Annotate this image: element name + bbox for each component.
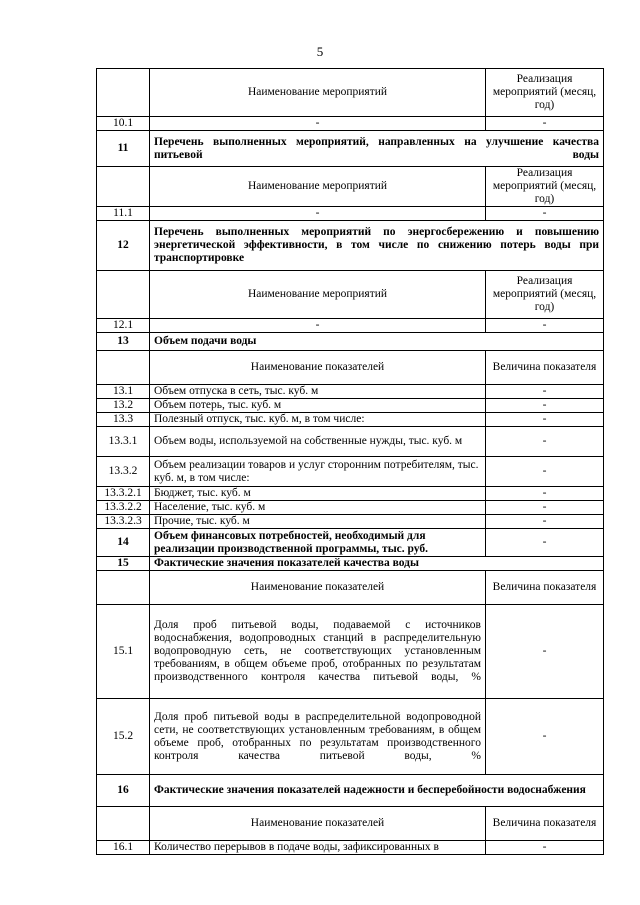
row-value: -: [486, 487, 604, 501]
table-row-item: [97, 457, 604, 487]
column-header-name: Наименование показателей: [150, 807, 486, 841]
row-text: -: [150, 117, 486, 131]
row-number: 13.2: [97, 399, 150, 413]
column-header-value: Величина показателя: [486, 351, 604, 385]
row-text: Количество перерывов в подаче воды, зафиксированных в: [150, 841, 486, 855]
row-value: -: [486, 515, 604, 529]
row-text: Доля проб питьевой воды, подаваемой с источников водоснабжения, водопроводных станций в распределительную водопроводную сеть, не соответствующих установленным требованиям, в общем объеме проб, отобранных по результатам производственного контроля качества питьевой воды, %: [150, 605, 486, 699]
row-value: -: [486, 385, 604, 399]
section-number: 11: [97, 131, 150, 167]
table-row-item: [97, 515, 604, 529]
column-header-value: Реализация мероприятий (месяц, год): [486, 271, 604, 319]
column-header-name: Наименование показателей: [150, 351, 486, 385]
section-title: Перечень выполненных мероприятий по энергосбережению и повышению энергетической эффективности, в том числе по снижению потерь воды при транспортировке: [150, 221, 604, 271]
table-row-item: [97, 117, 604, 131]
row-number: 13.3.2.3: [97, 515, 150, 529]
table-row-item: [97, 605, 604, 699]
row-value: -: [486, 427, 604, 457]
table-row-section: [97, 131, 604, 167]
row-value: -: [486, 529, 604, 557]
table-row-section: [97, 333, 604, 351]
table-row-section: [97, 775, 604, 807]
table-row-header: [97, 351, 604, 385]
section-title: Фактические значения показателей надежности и бесперебойности водоснабжения: [150, 775, 604, 807]
column-header-value: Реализация мероприятий (месяц, год): [486, 167, 604, 207]
column-header-value: Величина показателя: [486, 807, 604, 841]
row-number-cell: [97, 351, 150, 385]
row-number-cell: [97, 271, 150, 319]
table-row-header: [97, 167, 604, 207]
section-number: 13: [97, 333, 150, 351]
section-title: Фактические значения показателей качества воды: [150, 557, 604, 571]
column-header-name: Наименование показателей: [150, 571, 486, 605]
row-text: -: [150, 207, 486, 221]
section-number: 15: [97, 557, 150, 571]
row-text: Население, тыс. куб. м: [150, 501, 486, 515]
row-number-cell: [97, 807, 150, 841]
row-text: Объем реализации товаров и услуг сторонним потребителям, тыс. куб. м, в том числе:: [150, 457, 486, 487]
row-text: Объем финансовых потребностей, необходимый для реализации производственной программы, тыс. руб.: [150, 529, 486, 557]
row-number: 13.3.2: [97, 457, 150, 487]
row-text: Полезный отпуск, тыс. куб. м, в том числе:: [150, 413, 486, 427]
table-row-bolditem: [97, 529, 604, 557]
row-value: -: [486, 457, 604, 487]
table-row-item: [97, 841, 604, 855]
section-title: Объем подачи воды: [150, 333, 604, 351]
row-value: -: [486, 207, 604, 221]
report-table: [96, 68, 604, 855]
row-value: -: [486, 117, 604, 131]
row-text: Объем отпуска в сеть, тыс. куб. м: [150, 385, 486, 399]
table-row-item: [97, 487, 604, 501]
row-number: 15.2: [97, 699, 150, 775]
row-number: 14: [97, 529, 150, 557]
row-text: Бюджет, тыс. куб. м: [150, 487, 486, 501]
table-row-item: [97, 385, 604, 399]
page-number: 5: [316, 44, 324, 59]
table-row-item: [97, 399, 604, 413]
row-text: -: [150, 319, 486, 333]
section-number: 16: [97, 775, 150, 807]
row-number: 16.1: [97, 841, 150, 855]
row-value: -: [486, 413, 604, 427]
row-number-cell: [97, 571, 150, 605]
row-value: -: [486, 501, 604, 515]
row-number: 13.3.2.1: [97, 487, 150, 501]
table-row-section: [97, 221, 604, 271]
row-number: 15.1: [97, 605, 150, 699]
table-row-item: [97, 207, 604, 221]
table-row-header: [97, 571, 604, 605]
table-row-section: [97, 557, 604, 571]
row-value: -: [486, 841, 604, 855]
row-number-cell: [97, 167, 150, 207]
row-number: 13.3.2.2: [97, 501, 150, 515]
row-text: Доля проб питьевой воды в распределительной водопроводной сети, не соответствующих установленным требованиям, в общем объеме проб, отобранных по результатам производственного контроля качества питьевой воды, %: [150, 699, 486, 775]
table-row-header: [97, 69, 604, 117]
row-number: 13.3: [97, 413, 150, 427]
row-number: 12.1: [97, 319, 150, 333]
row-text: Прочие, тыс. куб. м: [150, 515, 486, 529]
table-row-item: [97, 699, 604, 775]
column-header-name: Наименование мероприятий: [150, 69, 486, 117]
column-header-value: Реализация мероприятий (месяц, год): [486, 69, 604, 117]
table-row-item: [97, 319, 604, 333]
table-row-header: [97, 271, 604, 319]
section-number: 12: [97, 221, 150, 271]
row-number: 10.1: [97, 117, 150, 131]
table-row-item: [97, 413, 604, 427]
table-row-header: [97, 807, 604, 841]
row-number: 11.1: [97, 207, 150, 221]
row-value: -: [486, 399, 604, 413]
table-row-item: [97, 427, 604, 457]
row-number: 13.1: [97, 385, 150, 399]
row-number-cell: [97, 69, 150, 117]
column-header-value: Величина показателя: [486, 571, 604, 605]
section-title: Перечень выполненных мероприятий, направленных на улучшение качества питьевой воды: [150, 131, 604, 167]
row-value: -: [486, 699, 604, 775]
row-value: -: [486, 605, 604, 699]
row-text: Объем воды, используемой на собственные нужды, тыс. куб. м: [150, 427, 486, 457]
column-header-name: Наименование мероприятий: [150, 271, 486, 319]
table-row-item: [97, 501, 604, 515]
column-header-name: Наименование мероприятий: [150, 167, 486, 207]
row-text: Объем потерь, тыс. куб. м: [150, 399, 486, 413]
row-value: -: [486, 319, 604, 333]
row-number: 13.3.1: [97, 427, 150, 457]
